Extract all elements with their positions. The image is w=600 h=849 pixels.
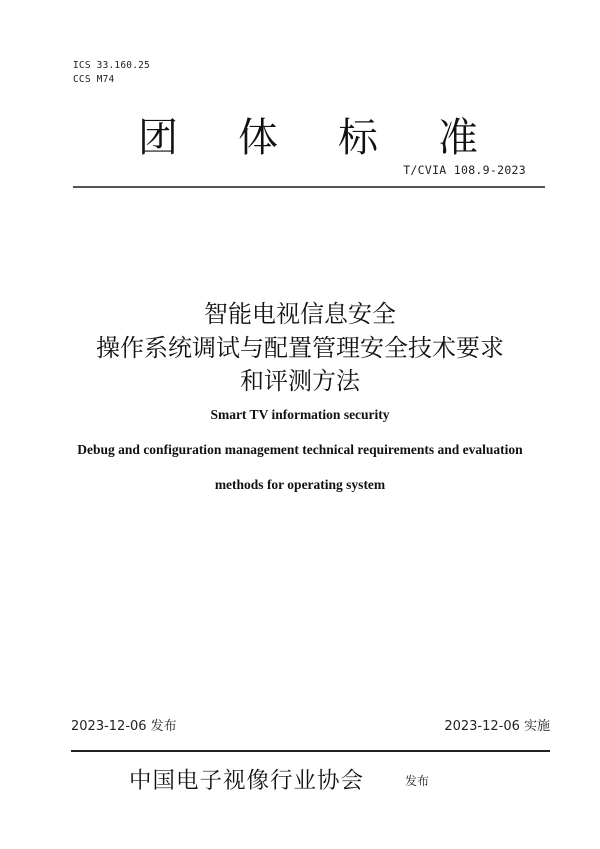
doc-type-char: 体 [238, 115, 278, 161]
title-cn-line2: 操作系统调试与配置管理安全技术要求 [96, 334, 504, 362]
issuing-organization: 中国电子视像行业协会 [129, 768, 365, 794]
bottom-divider [71, 750, 550, 752]
ics-code: ICS 33.160.25 [73, 60, 150, 71]
implement-date: 2023-12-06 实施 [444, 719, 550, 734]
title-en-line3: methods for operating system [214, 477, 386, 492]
doc-type-char: 团 [138, 115, 178, 161]
title-cn-line1: 智能电视信息安全 [204, 300, 396, 328]
title-en-line1: Smart TV information security [210, 407, 390, 422]
publish-date: 2023-12-06 发布 [71, 719, 177, 734]
publish-label: 发布 [405, 774, 430, 788]
title-cn-line3: 和评测方法 [240, 367, 360, 395]
standard-number: T/CVIA 108.9-2023 [403, 163, 526, 177]
document-type-heading [0, 113, 600, 163]
ccs-code: CCS M74 [73, 74, 115, 85]
title-en-line2: Debug and configuration management technical requirements and evaluation [77, 442, 523, 457]
doc-type-char: 标 [338, 115, 378, 161]
doc-type-char: 准 [438, 115, 478, 161]
top-divider [73, 186, 545, 188]
